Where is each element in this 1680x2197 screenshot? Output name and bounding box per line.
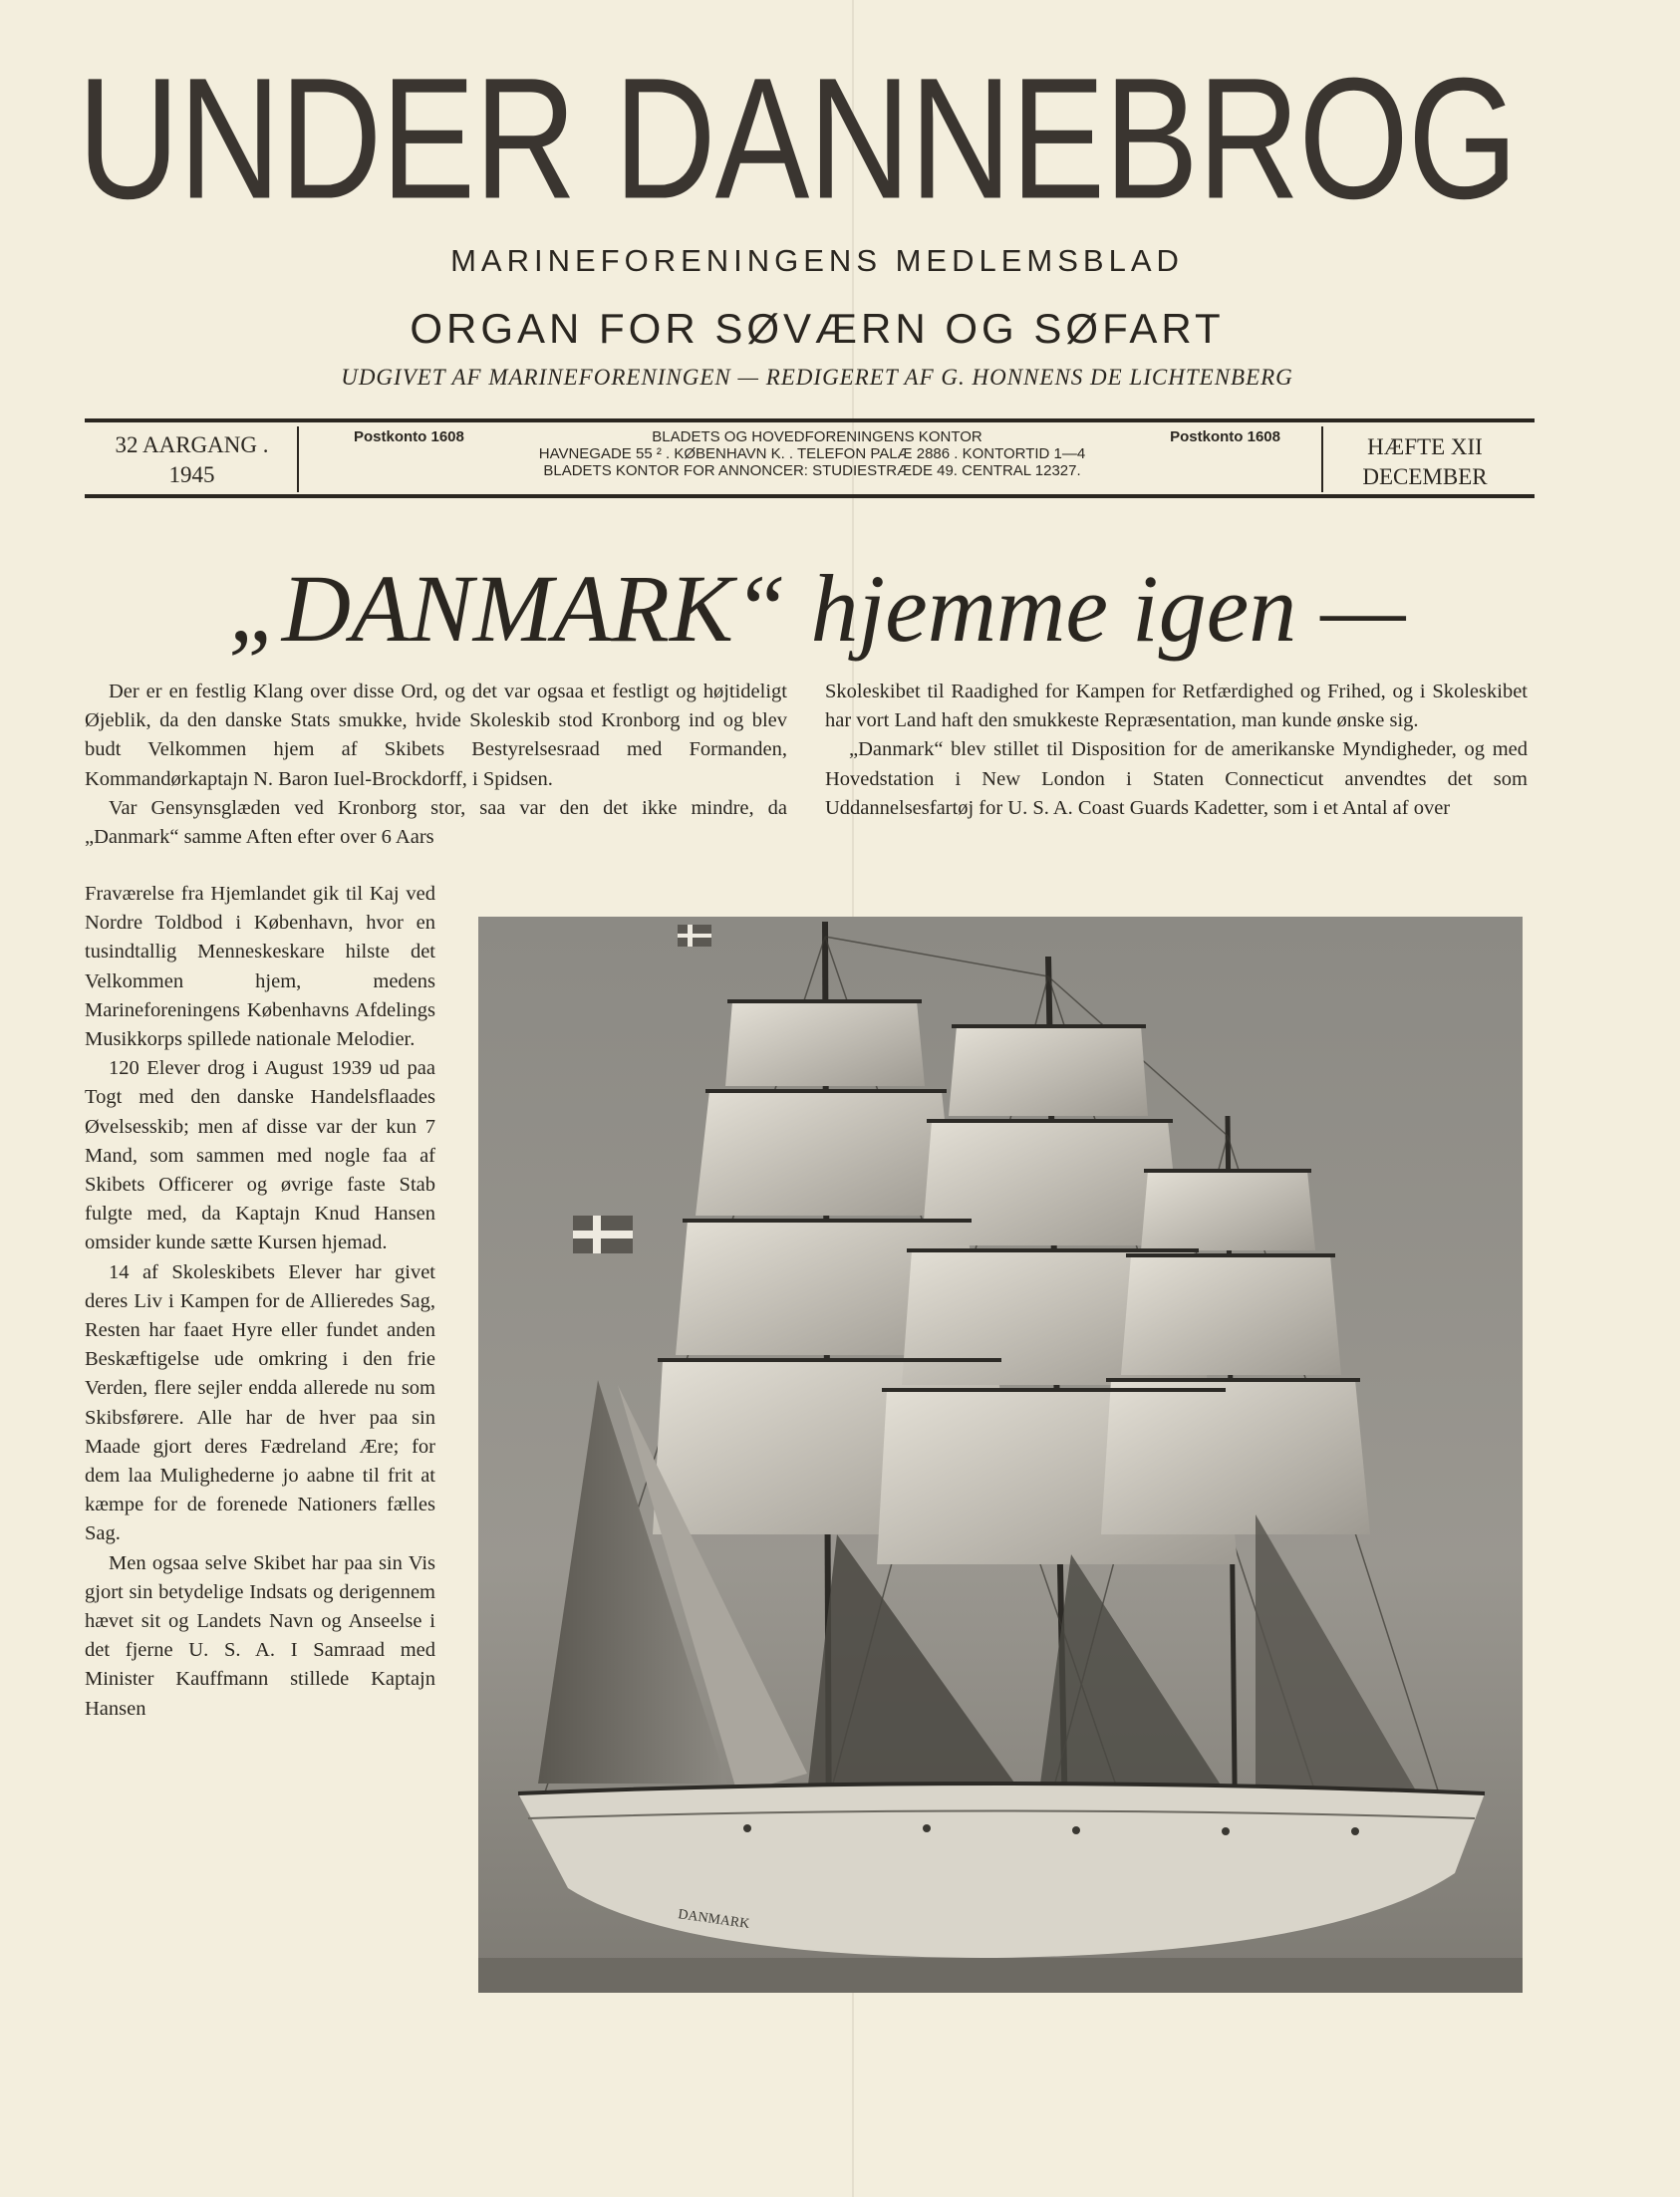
office-label: BLADETS OG HOVEDFORENINGENS KONTOR — [652, 428, 982, 445]
danish-flag-icon — [573, 1216, 633, 1253]
infobar-office — [304, 424, 1320, 503]
article-column-left-top — [85, 678, 787, 852]
paragraph: 14 af Skoleskibets Elever har givet deres Liv i Kampen for de Allieredes Sag, Resten har faaet Hyre eller fundet anden Beskæftigelse ude omkring i den frie Verden, flere sejler endda allerede nu som Skibsførere. Alle har de hver paa sin Maade gjort deres Fædreland Ære; for dem laa Mulighederne jo aabne til frit at kæmpe for de forenede Nationers fælles Sag. — [85, 1260, 435, 1545]
volume-label: 32 AARGANG . — [115, 432, 269, 457]
volume-year: 1945 — [168, 462, 215, 487]
infobar-divider-right — [1321, 426, 1323, 492]
ads-office: BLADETS KONTOR FOR ANNONCER: STUDIESTRÆDE 49. CENTRAL 12327. — [543, 462, 1081, 479]
infobar-issue — [1325, 424, 1525, 507]
issue-number: HÆFTE XII — [1367, 434, 1483, 459]
paragraph: Var Gensynsglæden ved Kronborg stor, saa var den det ikke mindre, da „Danmark“ samme Aften efter over 6 Aars — [85, 796, 787, 849]
infobar-volume — [85, 424, 299, 505]
article-headline: „DANMARK“ hjemme igen — — [228, 555, 1406, 662]
article-column-left-narrow — [85, 880, 435, 1724]
paragraph: Men ogsaa selve Skibet har paa sin Vis gjort sin betydelige Indsats og derigennem hævet sit og Landets Navn og Anseelse i det fjerne U. S. A. I Samraad med Minister Kauffmann stillede Kaptajn Hansen — [85, 1551, 435, 1720]
masthead-organ: ORGAN FOR SØVÆRN OG SØFART — [410, 305, 1225, 352]
ship-photo — [478, 917, 1523, 1993]
masthead-publisher: UDGIVET AF MARINEFORENINGEN — REDIGERET AF G. HONNENS DE LICHTENBERG — [341, 365, 1293, 390]
masthead-subtitle: MARINEFORENINGENS MEDLEMSBLAD — [450, 243, 1184, 278]
paragraph: Der er en festlig Klang over disse Ord, og det var ogsaa et festligt og højtideligt Øjeblik, da den danske Stats smukke, hvide Skoleskib stod Kronborg ind og blev budt Velkommen hjem af Skibets Bestyrelsesraad med Formanden, Kommandørkaptajn N. Baron Iuel-Brockdorff, i Spidsen. — [85, 681, 787, 790]
office-address: HAVNEGADE 55 ² . KØBENHAVN K. . TELEFON PALÆ 2886 . KONTORTID 1—4 — [538, 445, 1086, 462]
issue-month: DECEMBER — [1362, 464, 1488, 489]
ship-name-plate: DANMARK — [677, 1907, 751, 1933]
paragraph: 120 Elever drog i August 1939 ud paa Togt med den danske Handelsflaades Øvelsesskib; men af disse var der kun 7 Mand, som sammen med nogle faa af Skibets Officerer og øvrige faste Stab fulgte med, da Kaptajn Knud Hansen omsider kunde sætte Kursen hjemad. — [85, 1057, 435, 1254]
paragraph: Skoleskibet til Raadighed for Kampen for Retfærdighed og Frihed, og i Skoleskibet har vort Land haft den smukkeste Repræsentation, man kunde ønske sig. — [825, 681, 1528, 732]
masthead-title: UNDER DANNEBROG — [77, 42, 1518, 236]
paragraph: Fraværelse fra Hjemlandet gik til Kaj ved Nordre Toldbod i København, hvor en tusindtallig Menneskeskare hilste det Velkommen hjem, medens Marineforeningens Københavns Afdelings Musikkorps spillede nationale Melodier. — [85, 883, 435, 1051]
paragraph: „Danmark“ blev stillet til Disposition for de amerikanske Myndigheder, og med Hovedstation i New London i Staten Connecticut anvendtes det som Uddannelsesfartøj for U. S. A. Coast Guards Kadetter, som i et Antal af over — [825, 738, 1528, 819]
article-column-right-top — [825, 678, 1528, 823]
infobar-top-rule — [85, 418, 1535, 422]
sailing-ship-image — [478, 917, 1523, 1993]
postkonto-right: Postkonto 1608 — [1170, 428, 1280, 445]
postkonto-left: Postkonto 1608 — [354, 428, 464, 445]
